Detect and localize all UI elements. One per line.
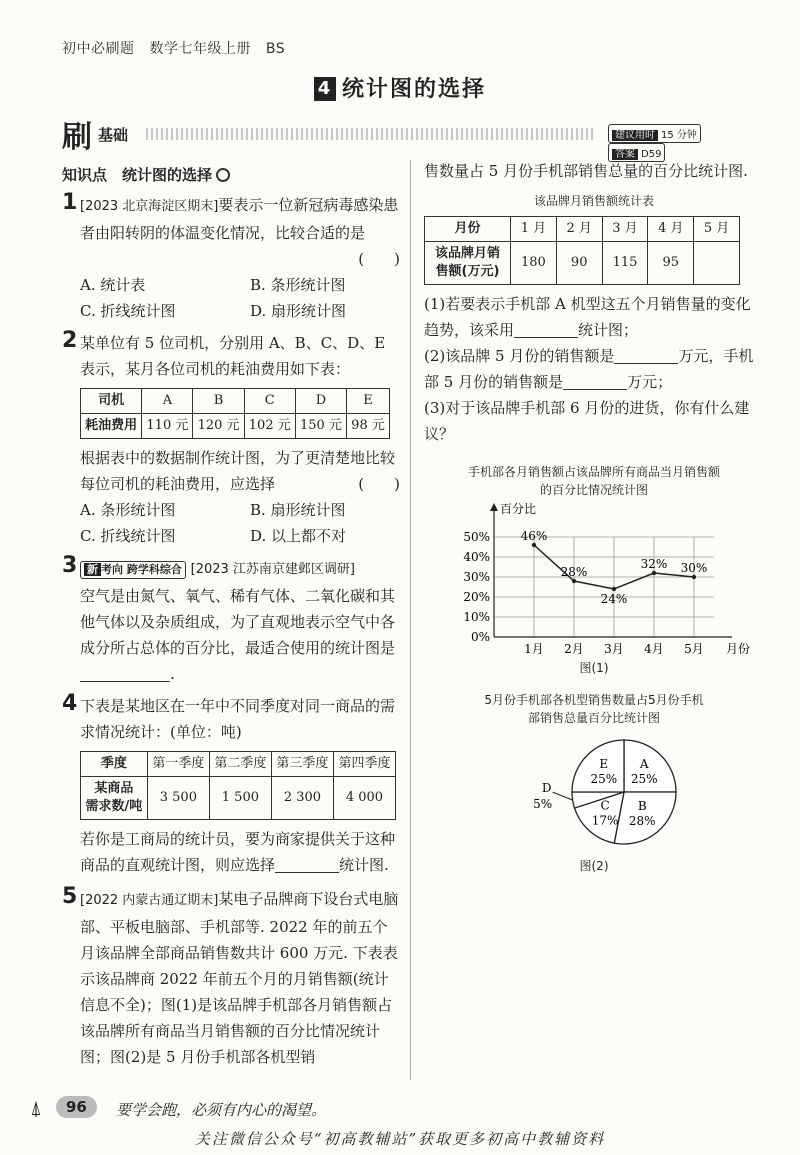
sub-question-1: (1)若要表示手机部 A 机型这五个月销售量的变化趋势，该采用 统计图；: [424, 295, 751, 339]
table-header: 耗油费用: [81, 414, 142, 439]
x-tick-label: 1月: [524, 642, 544, 656]
data-point: [692, 575, 696, 579]
answer-paren: ( ): [358, 475, 400, 493]
answer-blank[interactable]: [514, 322, 578, 338]
question-source: [2023 北京海淀区期末]: [80, 199, 219, 214]
answer-badge: 答案 D59: [608, 143, 665, 162]
slice-value: 25%: [590, 771, 618, 786]
data-point: [532, 543, 536, 547]
option-b[interactable]: B. 扇形统计图: [250, 501, 346, 519]
table-cell: 第四季度: [333, 752, 395, 777]
table-cell: 150 元: [295, 414, 346, 439]
slice-value: 25%: [630, 771, 658, 786]
y-tick-label: 10%: [463, 610, 490, 624]
table-cell: 95: [648, 242, 694, 285]
question-source: [2022 内蒙古通辽期末]: [80, 893, 219, 908]
slice-label: E: [599, 756, 609, 771]
shua-label: 刷: [62, 120, 92, 155]
table-cell: 180: [511, 242, 557, 285]
slice-label: C: [600, 798, 610, 813]
table-cell: 98 元: [347, 414, 390, 439]
option-a[interactable]: A. 条形统计图: [80, 501, 176, 519]
question-number: 5: [62, 884, 78, 909]
table-header: 司机: [81, 389, 142, 414]
answer-blank[interactable]: [614, 348, 678, 364]
table-cell: 3 月: [602, 217, 648, 242]
driver-fuel-table: [80, 388, 390, 439]
y-tick-label: 50%: [463, 530, 490, 544]
running-header: [62, 38, 295, 58]
figure-2-caption: 图(2): [579, 859, 609, 873]
table-cell: A: [142, 389, 193, 414]
decorative-rule: [146, 128, 596, 140]
subject-name: 数学七年级上册: [149, 41, 251, 57]
question-text-2: 若你是工商局的统计员，要为商家提供关于这种商品的直观统计图，则应选择: [80, 830, 396, 874]
edition: BS: [265, 41, 286, 57]
answer-paren: ( ): [358, 250, 400, 268]
table-cell: 3 500: [147, 777, 209, 820]
question-4: [62, 693, 400, 878]
table-header: 季度: [81, 752, 148, 777]
x-tick-label: 5月: [684, 642, 704, 656]
y-tick-label: 20%: [463, 590, 490, 604]
option-b[interactable]: B. 条形统计图: [250, 276, 346, 294]
question-1: [62, 192, 400, 324]
badges: [608, 124, 762, 162]
slice-label: D: [541, 781, 552, 796]
table-header: 该品牌月销 售额(万元): [425, 242, 511, 285]
x-tick-label: 4月: [644, 642, 664, 656]
x-tick-label: 2月: [564, 642, 584, 656]
section-title-text: 统计图的选择: [341, 77, 486, 102]
data-label: 24%: [600, 592, 628, 606]
data-point: [572, 579, 576, 583]
basics-header: [62, 112, 762, 160]
option-c[interactable]: C. 折线统计图: [80, 527, 176, 545]
question-number: 1: [62, 190, 78, 215]
table-header: 月份: [425, 217, 511, 242]
pie-chart-title: 5月份手机部各机型销售数量占5月份手机部销售总量百分比统计图: [484, 693, 704, 725]
knowledge-point: 知识点 统计图的选择: [62, 162, 400, 188]
line-chart-title: 手机部各月销售额占该品牌所有商品当月销售额的百分比情况统计图: [467, 465, 720, 497]
basics-label: 基础: [98, 126, 129, 144]
table-cell: 2 月: [556, 217, 602, 242]
question-text: 空气是由氮气、氧气、稀有气体、二氧化碳和其他气体以及杂质组成，为了直观地表示空气中各成分所占总体的百分比，最适合使用的统计图是: [80, 587, 396, 657]
question-text-3: 统计图.: [339, 856, 389, 874]
question-number: 2: [62, 328, 78, 353]
options: [80, 497, 400, 549]
option-a[interactable]: A. 统计表: [80, 276, 146, 294]
y-tick-label: 40%: [463, 550, 490, 564]
question-text: 某电子品牌商下设台式电脑部、平板电脑部、手机部等. 2022 年的前五个月该品牌全部商品销售数共计 600 万元. 下表表示该品牌商 2022 年前五个月的月销售额(统计信息不全)；图(1)是该品牌手机部各月销售额占该品牌所有商品当月销售额的百分比情况统计图；图(2)是 5 月份手机部各机型销: [80, 890, 399, 1066]
answer-blank[interactable]: [563, 374, 627, 390]
y-tick-label: 30%: [463, 570, 490, 584]
table-cell: 115: [602, 242, 648, 285]
answer-blank[interactable]: [275, 857, 339, 873]
slice-value: 17%: [591, 813, 619, 828]
watermark: 关注微信公众号“初高教辅站”获取更多初高中教辅资料: [194, 1130, 606, 1148]
data-point: [612, 587, 616, 591]
new-direction-tag: 新 考向 跨学科综合: [80, 561, 186, 579]
monthly-sales-table: [424, 216, 740, 285]
data-point: [652, 571, 656, 575]
y-axis-label: 百分比: [500, 502, 537, 516]
table-cell: 4 月: [648, 217, 694, 242]
data-label: 32%: [640, 557, 668, 571]
option-c[interactable]: C. 折线统计图: [80, 302, 176, 320]
compass-icon: ⍋: [30, 1096, 42, 1120]
pie-chart: [424, 727, 764, 857]
data-label: 46%: [520, 529, 548, 543]
question-5: [62, 886, 400, 1070]
option-d[interactable]: D. 扇形统计图: [250, 302, 347, 320]
period: .: [170, 665, 175, 683]
sub-question-3: (3)对于该品牌手机部 6 月份的进货，你有什么建议？: [424, 399, 750, 443]
table-cell: D: [295, 389, 346, 414]
question-2: [62, 330, 400, 549]
table-cell: 5 月: [694, 217, 740, 242]
table-cell: C: [244, 389, 295, 414]
question-text: 要表示一位新冠病毒感染患者由阳转阴的体温变化情况，比较合适的是: [80, 196, 399, 242]
x-tick-label: 3月: [604, 642, 624, 656]
table-cell: 第三季度: [271, 752, 333, 777]
table-cell: 1 月: [511, 217, 557, 242]
section-number: 4: [314, 77, 336, 101]
answer-blank[interactable]: [80, 666, 170, 682]
table-header: 某商品 需求数/吨: [81, 777, 148, 820]
table-cell: 1 500: [209, 777, 271, 820]
question-number: 3: [62, 553, 78, 578]
table-cell: 110 元: [142, 414, 193, 439]
table-cell: 102 元: [244, 414, 295, 439]
y-tick-label: 0%: [470, 630, 490, 644]
y-axis-arrow: [490, 503, 498, 511]
table-cell: 120 元: [193, 414, 244, 439]
data-label: 30%: [680, 561, 708, 575]
right-column: [424, 158, 764, 875]
left-column: [62, 162, 400, 1070]
slice-value: 5%: [533, 797, 553, 812]
options: [80, 272, 400, 324]
target-icon: [216, 168, 230, 182]
data-label: 28%: [560, 565, 588, 579]
table-title: 该品牌月销售额统计表: [533, 194, 654, 208]
table-cell: [694, 242, 740, 285]
table-cell: 第二季度: [209, 752, 271, 777]
table-cell: 4 000: [333, 777, 395, 820]
figure-1-caption: 图(1): [579, 661, 609, 675]
time-badge: 建议用时 15 分钟: [608, 124, 701, 143]
book-name: 初中必刷题: [62, 41, 135, 57]
question-3: [62, 555, 400, 687]
footer: [20, 1096, 780, 1122]
slice-label: A: [639, 756, 649, 771]
section-title: [0, 72, 800, 103]
leader-line: [553, 792, 573, 800]
question-text: 某单位有 5 位司机，分别用 A、B、C、D、E 表示，某月各位司机的耗油费用如下表：: [80, 334, 386, 378]
question-5-continued: 售数量占 5 月份手机部销售总量的百分比统计图.: [424, 162, 748, 180]
question-number: 4: [62, 691, 78, 716]
table-cell: 2 300: [271, 777, 333, 820]
motto: 要学会跑，必须有内心的渴望。: [116, 1101, 327, 1119]
page-number: 96: [56, 1096, 97, 1118]
table-cell: 90: [556, 242, 602, 285]
option-d[interactable]: D. 以上都不对: [250, 527, 347, 545]
question-source: [2023 江苏南京建邺区调研]: [190, 562, 355, 577]
demand-table: [80, 751, 396, 820]
slice-value: 28%: [628, 814, 656, 829]
slice-label: B: [637, 799, 647, 814]
question-text: 下表是某地区在一年中不同季度对同一商品的需求情况统计：(单位：吨): [80, 697, 396, 741]
table-cell: E: [347, 389, 390, 414]
table-cell: B: [193, 389, 244, 414]
sub-question-2: (2)该品牌 5 月份的销售额是 万元，手机部 5 月份的销售额是 万元；: [424, 347, 754, 391]
table-cell: 第一季度: [147, 752, 209, 777]
line-chart: [424, 499, 764, 659]
x-axis-label: 月份: [726, 642, 751, 656]
question-text-2: 根据表中的数据制作统计图，为了更清楚地比较每位司机的耗油费用，应选择: [80, 449, 396, 493]
